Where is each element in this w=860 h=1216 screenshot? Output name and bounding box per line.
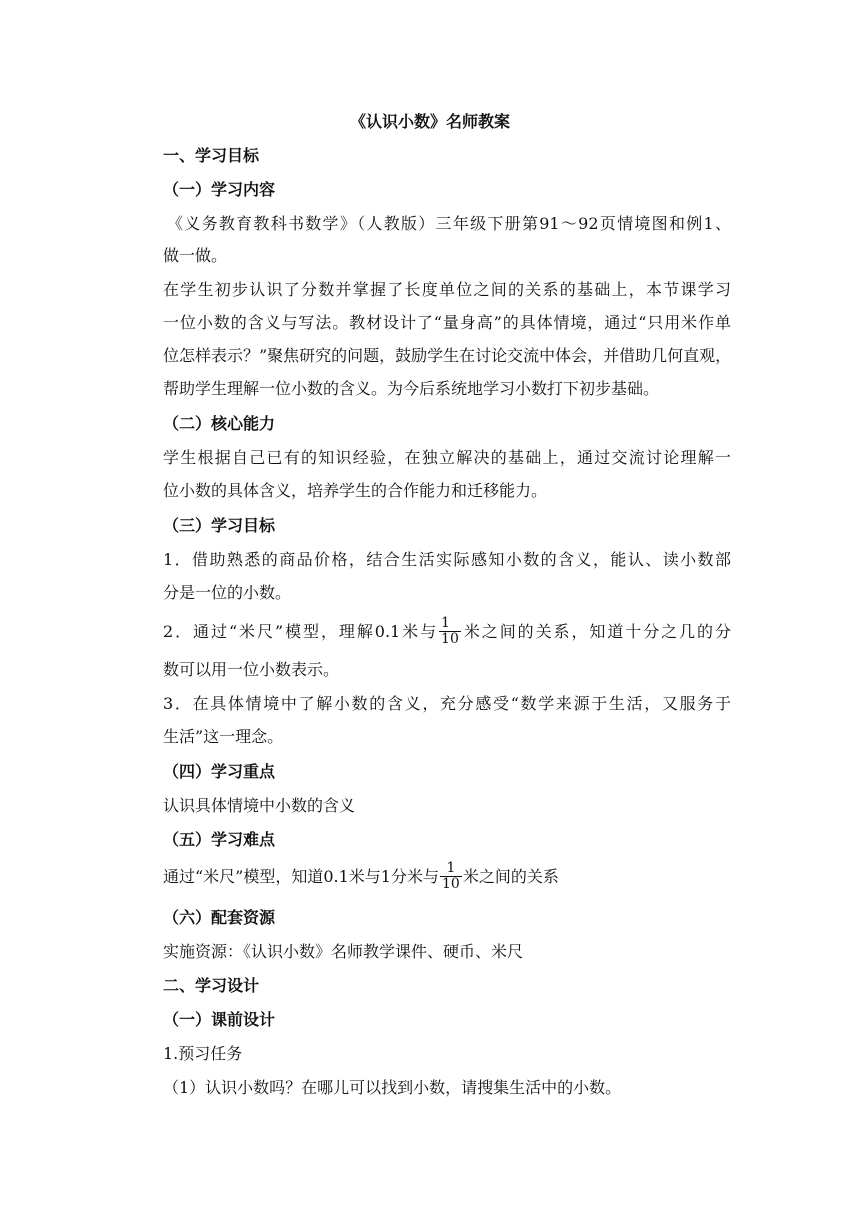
subheading-focus: （四）学习重点 — [163, 762, 276, 781]
fraction-one-tenth: $\frac{1}{10}$ — [441, 615, 459, 647]
paragraph-intro: 在学生初步认识了分数并掌握了长度单位之间的关系的基础上，本节课学习 — [163, 280, 731, 299]
page-title: 《认识小数》名师教案 — [349, 112, 510, 131]
paragraph-intro-2: 一位小数的含义与写法。教材设计了“量身高”的具体情境，通过“只用米作单 — [163, 313, 731, 332]
subheading-resources: （六）配套资源 — [163, 908, 276, 927]
paragraph-content-cont: 做一做。 — [163, 246, 228, 265]
preview-task-item: （1）认识小数吗？在哪儿可以找到小数，请搜集生活中的小数。 — [163, 1078, 622, 1097]
paragraph-ability-2: 位小数的具体含义，培养学生的合作能力和迁移能力。 — [163, 481, 548, 500]
goal-1-cont: 分是一位的小数。 — [163, 583, 292, 602]
paragraph-ability: 学生根据自己已有的知识经验，在独立解决的基础上，通过交流讨论理解一 — [163, 448, 731, 467]
subheading-preclass: （一）课前设计 — [163, 1010, 276, 1029]
section-heading-design: 二、学习设计 — [163, 976, 260, 995]
preview-task-title: 1.预习任务 — [163, 1044, 243, 1063]
subheading-ability: （二）核心能力 — [163, 414, 276, 433]
goal-3: 3．在具体情境中了解小数的含义，充分感受“数学来源于生活，又服务于 — [163, 694, 731, 713]
fraction-one-tenth: $\frac{1}{10}$ — [442, 860, 460, 892]
goal-2: 2．通过“米尺”模型，理解0.1米与 $\frac{1}{10}$ 米之间的关系，知道十分之几的分 — [163, 615, 731, 647]
paragraph-intro-4: 帮助学生理解一位小数的含义。为今后系统地学习小数打下初步基础。 — [163, 379, 660, 398]
resources-text: 实施资源：《认识小数》名师教学课件、硬币、米尺 — [163, 942, 524, 961]
section-heading-objectives: 一、学习目标 — [163, 146, 260, 165]
goal-1: 1．借助熟悉的商品价格，结合生活实际感知小数的含义，能认、读小数部 — [163, 550, 731, 569]
subheading-difficulty: （五）学习难点 — [163, 830, 276, 849]
goal-3-cont: 生活”这一理念。 — [163, 727, 284, 746]
paragraph-content: 《义务教育教科书数学》（人教版）三年级下册第91～92页情境图和例1、 — [167, 214, 731, 233]
subheading-goals: （三）学习目标 — [163, 516, 276, 535]
focus-text: 认识具体情境中小数的含义 — [163, 796, 356, 815]
subheading-content: （一）学习内容 — [163, 180, 276, 199]
paragraph-intro-3: 位怎样表示？”聚焦研究的问题，鼓励学生在讨论交流中体会，并借助几何直观， — [163, 346, 732, 365]
difficulty-text: 通过“米尺”模型，知道0.1米与1分米与 $\frac{1}{10}$ 米之间的关系 — [163, 860, 559, 892]
goal-2-cont: 数可以用一位小数表示。 — [163, 660, 340, 679]
